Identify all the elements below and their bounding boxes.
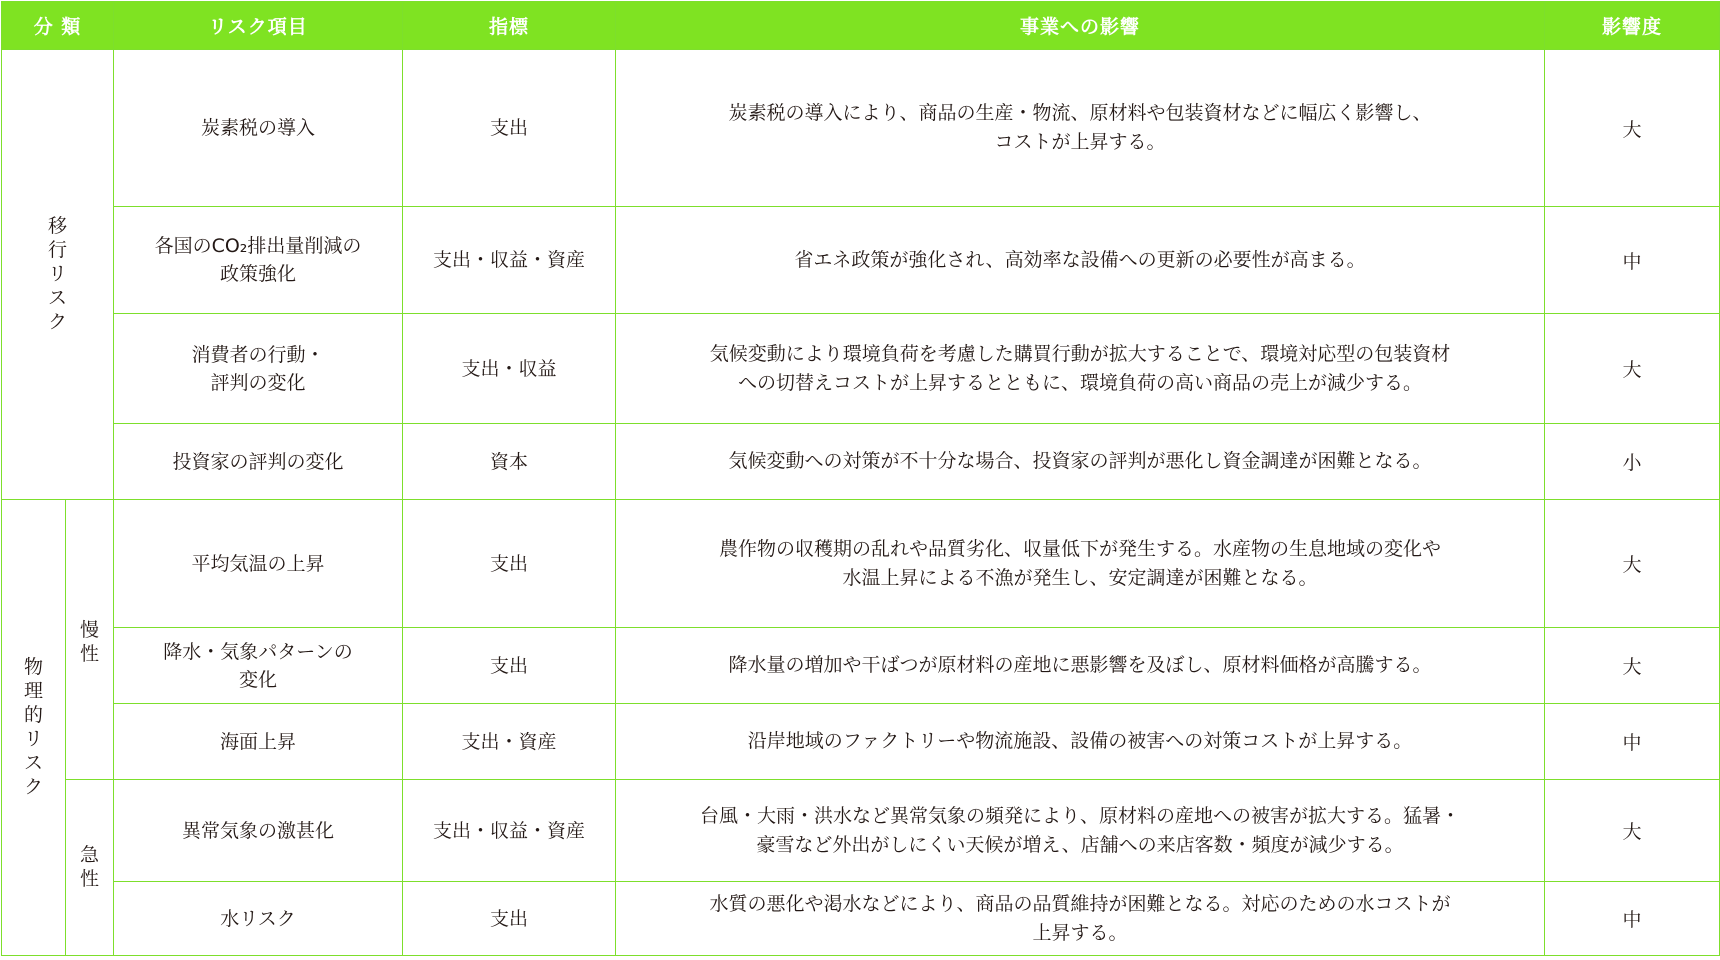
risk-item-cell xyxy=(114,704,403,780)
table-row xyxy=(2,424,1720,500)
header-metric: 指標 xyxy=(403,2,616,50)
impact-line: 気候変動により環境負荷を考慮した購買行動が拡大することで、環境対応型の包装資材 xyxy=(709,342,1451,365)
impact-line: 降水量の増加や干ばつが原材料の産地に悪影響を及ぼし、原材料価格が高騰する。 xyxy=(728,654,1432,676)
table-row xyxy=(2,314,1720,424)
category-acute xyxy=(66,780,114,956)
impact-line: 炭素税の導入により、商品の生産・物流、原材料や包装資材などに幅広く影響し、 xyxy=(728,102,1432,124)
header-risk-item: リスク項目 xyxy=(114,2,403,50)
risk-item-line: 異常気象の激甚化 xyxy=(181,819,334,842)
risk-item-line: 政策強化 xyxy=(219,263,296,285)
risk-item-cell xyxy=(114,628,403,704)
risk-item-line: 炭素税の導入 xyxy=(200,117,315,139)
degree-cell: 小 xyxy=(1545,424,1720,500)
risk-item-cell xyxy=(114,424,403,500)
impact-line: 省エネ政策が強化され、高効率な設備への更新の必要性が高まる。 xyxy=(794,248,1366,271)
risk-item-line: 海面上昇 xyxy=(219,730,296,753)
impact-line: コストが上昇する。 xyxy=(994,131,1166,153)
category-acute-label: 急性 xyxy=(79,844,99,890)
risk-item-line: 変化 xyxy=(238,668,277,691)
degree-cell: 大 xyxy=(1545,628,1720,704)
category-physical-label: 物理的リスク xyxy=(23,656,43,798)
impact-line: 沿岸地域のファクトリーや物流施設、設備の被害への対策コストが上昇する。 xyxy=(747,730,1413,752)
degree-cell: 大 xyxy=(1545,500,1720,628)
table-row xyxy=(2,500,1720,628)
risk-item-line: 水リスク xyxy=(220,907,296,930)
table-row xyxy=(2,780,1720,882)
risk-item-cell xyxy=(114,314,403,424)
impact-cell xyxy=(616,628,1545,704)
impact-cell xyxy=(616,500,1545,628)
impact-line: 水質の悪化や渇水などにより、商品の品質維持が困難となる。対応のための水コストが xyxy=(709,892,1451,915)
table-row xyxy=(2,50,1720,207)
degree-cell: 中 xyxy=(1545,207,1720,314)
metric-cell: 支出 xyxy=(403,50,616,207)
header-category: 分 類 xyxy=(2,2,114,50)
impact-cell xyxy=(616,780,1545,882)
impact-line: 水温上昇による不漁が発生し、安定調達が困難となる。 xyxy=(842,566,1318,589)
metric-cell: 支出 xyxy=(403,882,616,956)
climate-risk-table xyxy=(1,1,1720,956)
risk-item-cell xyxy=(114,500,403,628)
risk-item-line: 降水・気象パターンの xyxy=(163,640,353,663)
metric-cell: 資本 xyxy=(403,424,616,500)
metric-cell: 支出・収益 xyxy=(403,314,616,424)
risk-item-line: 投資家の評判の変化 xyxy=(172,450,344,473)
impact-cell xyxy=(616,704,1545,780)
header-impact: 事業への影響 xyxy=(616,2,1545,50)
metric-cell: 支出・資産 xyxy=(403,704,616,780)
category-physical-risk xyxy=(2,500,66,956)
header-degree: 影響度 xyxy=(1545,2,1720,50)
impact-cell xyxy=(616,50,1545,207)
metric-cell: 支出 xyxy=(403,628,616,704)
risk-item-cell xyxy=(114,882,403,956)
impact-line: への切替えコストが上昇するとともに、環境負荷の高い商品の売上が減少する。 xyxy=(737,371,1422,394)
metric-cell: 支出 xyxy=(403,500,616,628)
table-row xyxy=(2,882,1720,956)
degree-cell: 大 xyxy=(1545,50,1720,207)
category-chronic-label: 慢性 xyxy=(79,619,99,665)
risk-item-cell xyxy=(114,207,403,314)
table-row xyxy=(2,628,1720,704)
category-chronic xyxy=(66,500,114,780)
impact-cell xyxy=(616,314,1545,424)
category-transition-label: 移行リスク xyxy=(47,215,67,333)
impact-line: 豪雪など外出がしにくい天候が増え、店舗への来店客数・頻度が減少する。 xyxy=(756,833,1404,856)
degree-cell: 大 xyxy=(1545,780,1720,882)
risk-item-cell xyxy=(114,780,403,882)
degree-cell: 中 xyxy=(1545,882,1720,956)
degree-cell: 大 xyxy=(1545,314,1720,424)
risk-item-line: 消費者の行動・ xyxy=(191,343,325,366)
risk-item-line: 評判の変化 xyxy=(210,371,306,394)
table-row xyxy=(2,704,1720,780)
category-transition-risk xyxy=(2,50,114,500)
impact-cell xyxy=(616,207,1545,314)
table-row xyxy=(2,207,1720,314)
risk-item-line: 平均気温の上昇 xyxy=(191,552,325,575)
impact-cell xyxy=(616,882,1545,956)
degree-cell: 中 xyxy=(1545,704,1720,780)
risk-item-cell xyxy=(114,50,403,207)
impact-line: 農作物の収穫期の乱れや品質劣化、収量低下が発生する。水産物の生息地域の変化や xyxy=(718,537,1441,560)
table-header-row xyxy=(2,2,1720,50)
metric-cell: 支出・収益・資産 xyxy=(403,780,616,882)
impact-cell xyxy=(616,424,1545,500)
impact-line: 上昇する。 xyxy=(1032,921,1128,944)
impact-line: 気候変動への対策が不十分な場合、投資家の評判が悪化し資金調達が困難となる。 xyxy=(728,450,1432,472)
risk-item-line: 各国のCO₂排出量削減の xyxy=(154,235,362,257)
impact-line: 台風・大雨・洪水など異常気象の頻発により、原材料の産地への被害が拡大する。猛暑・ xyxy=(699,804,1460,827)
metric-cell: 支出・収益・資産 xyxy=(403,207,616,314)
